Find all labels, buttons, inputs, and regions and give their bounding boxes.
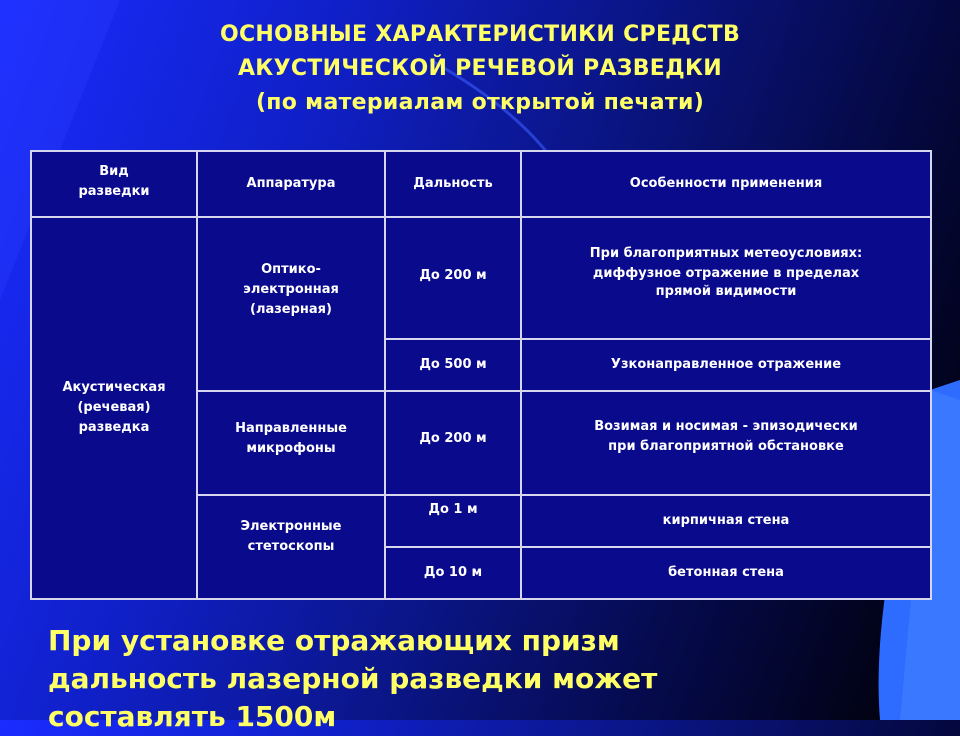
features-cell: Возимая и носимая - эпизодически при благоприятной обстановке — [521, 391, 931, 495]
range-cell: До 500 м — [385, 339, 521, 391]
features-cell: кирпичная стена — [521, 495, 931, 547]
equipment-cell-laser: Оптико- электронная (лазерная) — [197, 217, 385, 391]
range-cell: До 1 м — [385, 495, 521, 547]
equipment-cell-microphones: Направленные микрофоны — [197, 391, 385, 495]
title-line-1: ОСНОВНЫЕ ХАРАКТЕРИСТИКИ СРЕДСТВ — [219, 22, 741, 47]
features-cell: бетонная стена — [521, 547, 931, 599]
note-line-3: составлять 1500м — [48, 700, 337, 733]
table-row — [31, 217, 931, 339]
slide-title — [0, 18, 960, 120]
header-features: Особенности применения — [521, 151, 931, 217]
characteristics-table — [30, 150, 932, 600]
header-equipment: Аппаратура — [197, 151, 385, 217]
laser-range-note — [48, 622, 928, 736]
features-cell: При благоприятных метеоусловиях: диффузное отражение в пределах прямой видимости — [521, 217, 931, 339]
title-line-3: (по материалам открытой печати) — [255, 90, 705, 115]
equipment-cell-stethoscopes: Электронные стетоскопы — [197, 495, 385, 599]
range-cell: До 10 м — [385, 547, 521, 599]
note-line-1: При установке отражающих призм — [48, 624, 620, 657]
header-range: Дальность — [385, 151, 521, 217]
header-row — [31, 151, 931, 217]
note-line-2: дальность лазерной разведки может — [48, 662, 658, 695]
features-cell: Узконаправленное отражение — [521, 339, 931, 391]
title-line-2: АКУСТИЧЕСКОЙ РЕЧЕВОЙ РАЗВЕДКИ — [237, 56, 722, 81]
type-cell: Акустическая (речевая) разведка — [31, 217, 197, 599]
range-cell: До 200 м — [385, 391, 521, 495]
range-cell: До 200 м — [385, 217, 521, 339]
header-type: Вид разведки — [31, 151, 197, 217]
